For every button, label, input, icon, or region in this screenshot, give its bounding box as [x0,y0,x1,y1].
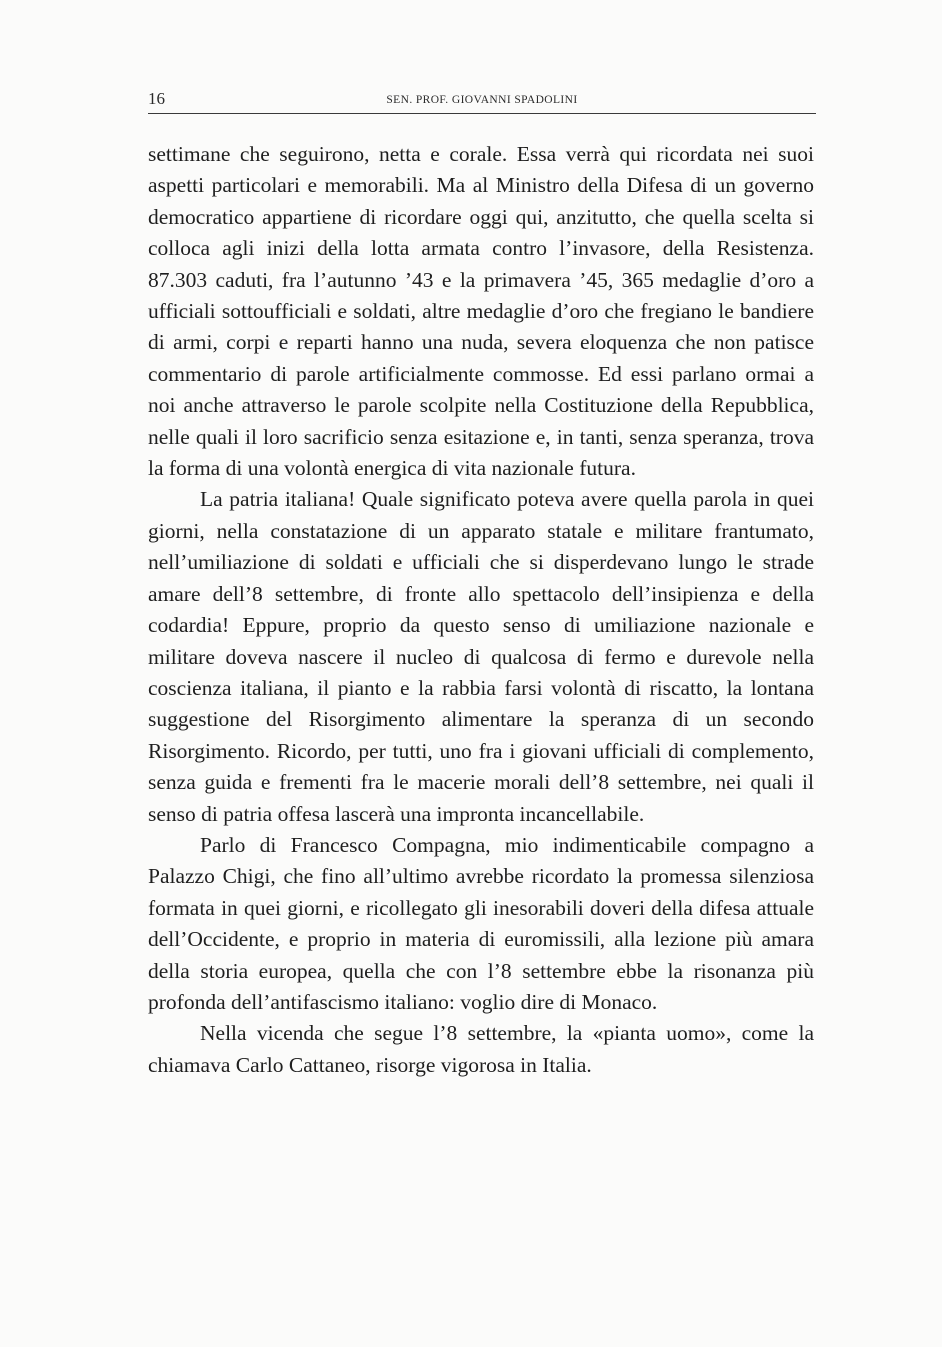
paragraph-1: settimane che seguirono, netta e corale. Essa verrà qui ricordata nei suoi aspetti particolari e memorabili. Ma al Ministro della Difesa di un governo democratico appartiene di ricordare oggi qui, anzitutto, che quella scelta si colloca agli inizi della lotta armata contro l’invasore, della Resistenza. 87.303 caduti, fra l’autunno ’43 e la primavera ’45, 365 medaglie d’oro a ufficiali sottoufficiali e soldati, altre medaglie d’oro che fregiano le bandiere di armi, corpi e reparti hanno una nuda, severa eloquenza che non patisce commentario di parole artificialmente commosse. Ed essi parlano ormai a noi anche attraverso le parole scolpite nella Costituzione della Repubblica, nelle quali il loro sacrificio senza esitazione e, in tanti, senza speranza, trova la forma di una volontà energica di vita nazionale futura. [148,142,814,481]
paragraph-2: La patria italiana! Quale significato poteva avere quella parola in quei giorni, nella constatazione di un apparato statale e militare frantumato, nell’umiliazione di soldati e ufficiali che si disperdevano lungo le strade amare dell’8 settembre, di fronte allo spettacolo dell’insipienza e della codardia! Eppure, proprio da questo senso di umiliazione nazionale e militare doveva nascere il nucleo di qualcosa di fermo e durevole nella coscienza italiana, il pianto e la rabbia farsi volontà di riscatto, la lontana suggestione del Risorgimento alimentare la speranza di un secondo Risorgimento. Ricordo, per tutti, uno fra i giovani ufficiali di complemento, senza guida e frementi fra le macerie morali dell’8 settembre, nei quali il senso di patria offesa lascerà una impronta incancellabile. [148,487,814,826]
page-number: 16 [148,89,165,108]
header-rule [148,113,816,114]
paragraph-3: Parlo di Francesco Compagna, mio indimenticabile compagno a Palazzo Chigi, che fino all’ultimo avrebbe ricordato la promessa silenziosa formata in quei giorni, e ricollegato gli inesorabili doveri della difesa attuale dell’Occidente, e proprio in materia di euromissili, alla lezione più amara della storia europea, quella che con l’8 settembre ebbe la risonanza più profonda dell’antifascismo italiano: voglio dire di Monaco. [148,832,814,1014]
body-text [148,139,814,1081]
paragraph-4: Nella vicenda che segue l’8 settembre, la «pianta uomo», come la chiamava Carlo Cattaneo, risorge vigorosa in Italia. [148,1021,814,1077]
running-title: SEN. PROF. GIOVANNI SPADOLINI [386,94,578,106]
running-head [148,88,816,110]
